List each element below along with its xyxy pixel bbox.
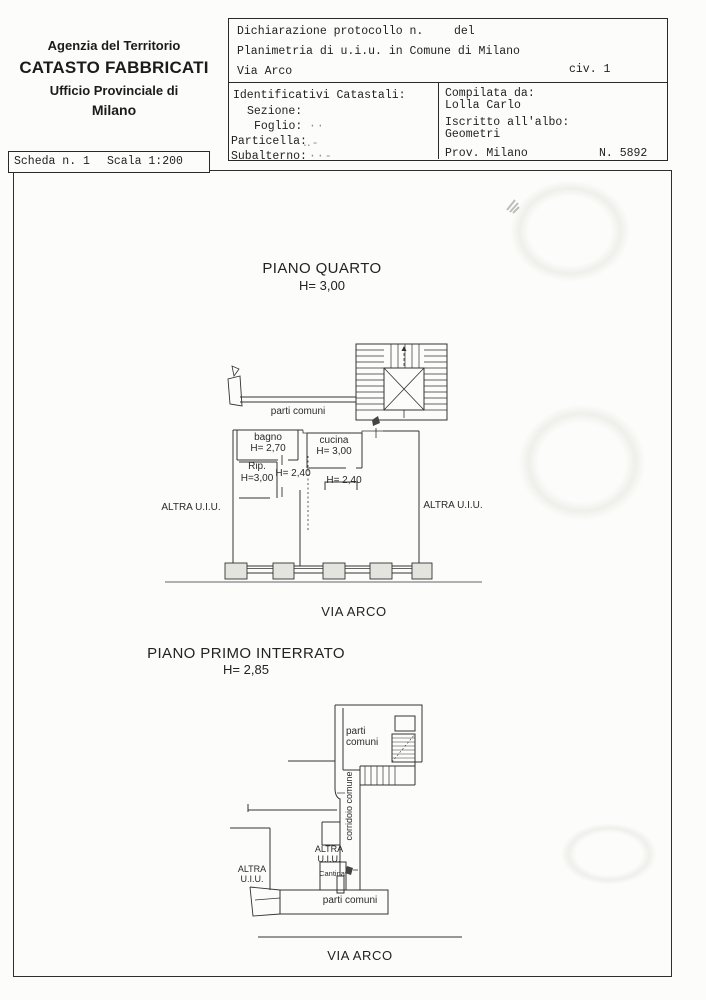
basement-parti-comuni-bottom-label: parti comuni	[322, 895, 378, 906]
particella-redaction-mark: ‥-	[303, 137, 320, 150]
protocol-form-box	[228, 18, 668, 161]
corridor-wall	[228, 366, 356, 406]
facade	[165, 563, 482, 582]
agency-line3: Ufficio Provinciale di	[49, 83, 179, 98]
compilata-label: Compilata da:	[445, 87, 535, 100]
door-hatch	[372, 416, 380, 438]
del-label: del	[454, 25, 475, 38]
rip-label: Rip.	[248, 461, 266, 472]
h240-right-label: H= 2,40	[326, 475, 362, 486]
lower-plan-height: H= 2,85	[223, 662, 269, 677]
agency-line1: Agenzia del Territorio	[47, 38, 181, 53]
upper-parti-comuni-label: parti comuni	[270, 406, 326, 417]
basement-parti-comuni-top-label: parti comuni	[346, 726, 379, 748]
sheet-scale-box	[8, 151, 210, 173]
sheet-number: Scheda n. 1	[14, 155, 90, 168]
cucina-label: cucina	[319, 435, 349, 446]
altra-uiu-right-label: ALTRA U.I.U.	[423, 500, 483, 511]
agency-letterhead	[18, 38, 210, 118]
protocol-section	[229, 19, 667, 83]
corridoio-comune-label: corridoio comune	[344, 771, 354, 841]
basement-altra-uiu-center-label: ALTRA U.I.U.	[314, 844, 344, 865]
lower-plan-title: PIANO PRIMO INTERRATO	[147, 645, 345, 662]
civic-number: civ. 1	[569, 63, 611, 76]
scan-ink-smudge	[503, 192, 531, 220]
agency-line2: CATASTO FABBRICATI	[19, 58, 209, 77]
h240-center-label: H= 2,40	[275, 468, 311, 479]
foglio-redaction-mark: ··	[309, 120, 325, 133]
lower-via-arco-label: VIA ARCO	[327, 948, 393, 963]
scan-smudge-artifact	[500, 172, 640, 290]
bagno-label: bagno	[254, 432, 282, 443]
dichiarazione-label: Dichiarazione protocollo n.	[237, 25, 424, 38]
bagno-height-label: H= 2,70	[250, 443, 286, 454]
scan-smudge-artifact	[553, 818, 665, 890]
rip-height-label: H=3,00	[240, 473, 274, 484]
cantina-label: Cantina	[319, 869, 345, 878]
catastali-title: Identificativi Catastali:	[233, 89, 406, 102]
subalterno-label: Subalterno:	[231, 150, 307, 163]
upper-via-arco-label: VIA ARCO	[321, 604, 387, 619]
compiler-name: Lolla Carlo	[445, 99, 521, 112]
cadastral-section	[229, 83, 667, 163]
cucina-height-label: H= 3,00	[316, 446, 352, 457]
province-label: Prov. Milano	[445, 147, 528, 160]
albo-category: Geometri	[445, 128, 501, 141]
particella-label: Particella:	[231, 135, 307, 148]
foglio-label: Foglio:	[254, 120, 303, 133]
upper-plan-height: H= 3,00	[299, 278, 345, 293]
agency-line4: Milano	[91, 102, 137, 118]
upper-floor-plan-drawing	[160, 336, 490, 588]
sezione-label: Sezione:	[247, 105, 303, 118]
albo-label: Iscritto all'albo:	[445, 116, 570, 129]
planimetria-line: Planimetria di u.i.u. in Comune di Milano	[237, 45, 520, 58]
stairwell	[356, 344, 447, 420]
altra-uiu-left-label: ALTRA U.I.U.	[161, 502, 221, 513]
registration-number: N. 5892	[599, 147, 648, 160]
scale-value: Scala 1:200	[107, 155, 183, 168]
scan-smudge-artifact	[508, 395, 656, 530]
subalterno-redaction-mark: ··-	[309, 150, 333, 163]
upper-plan-title: PIANO QUARTO	[262, 260, 382, 277]
street-value: Via Arco	[237, 65, 293, 78]
basement-altra-uiu-left-label: ALTRA U.I.U.	[237, 864, 267, 885]
